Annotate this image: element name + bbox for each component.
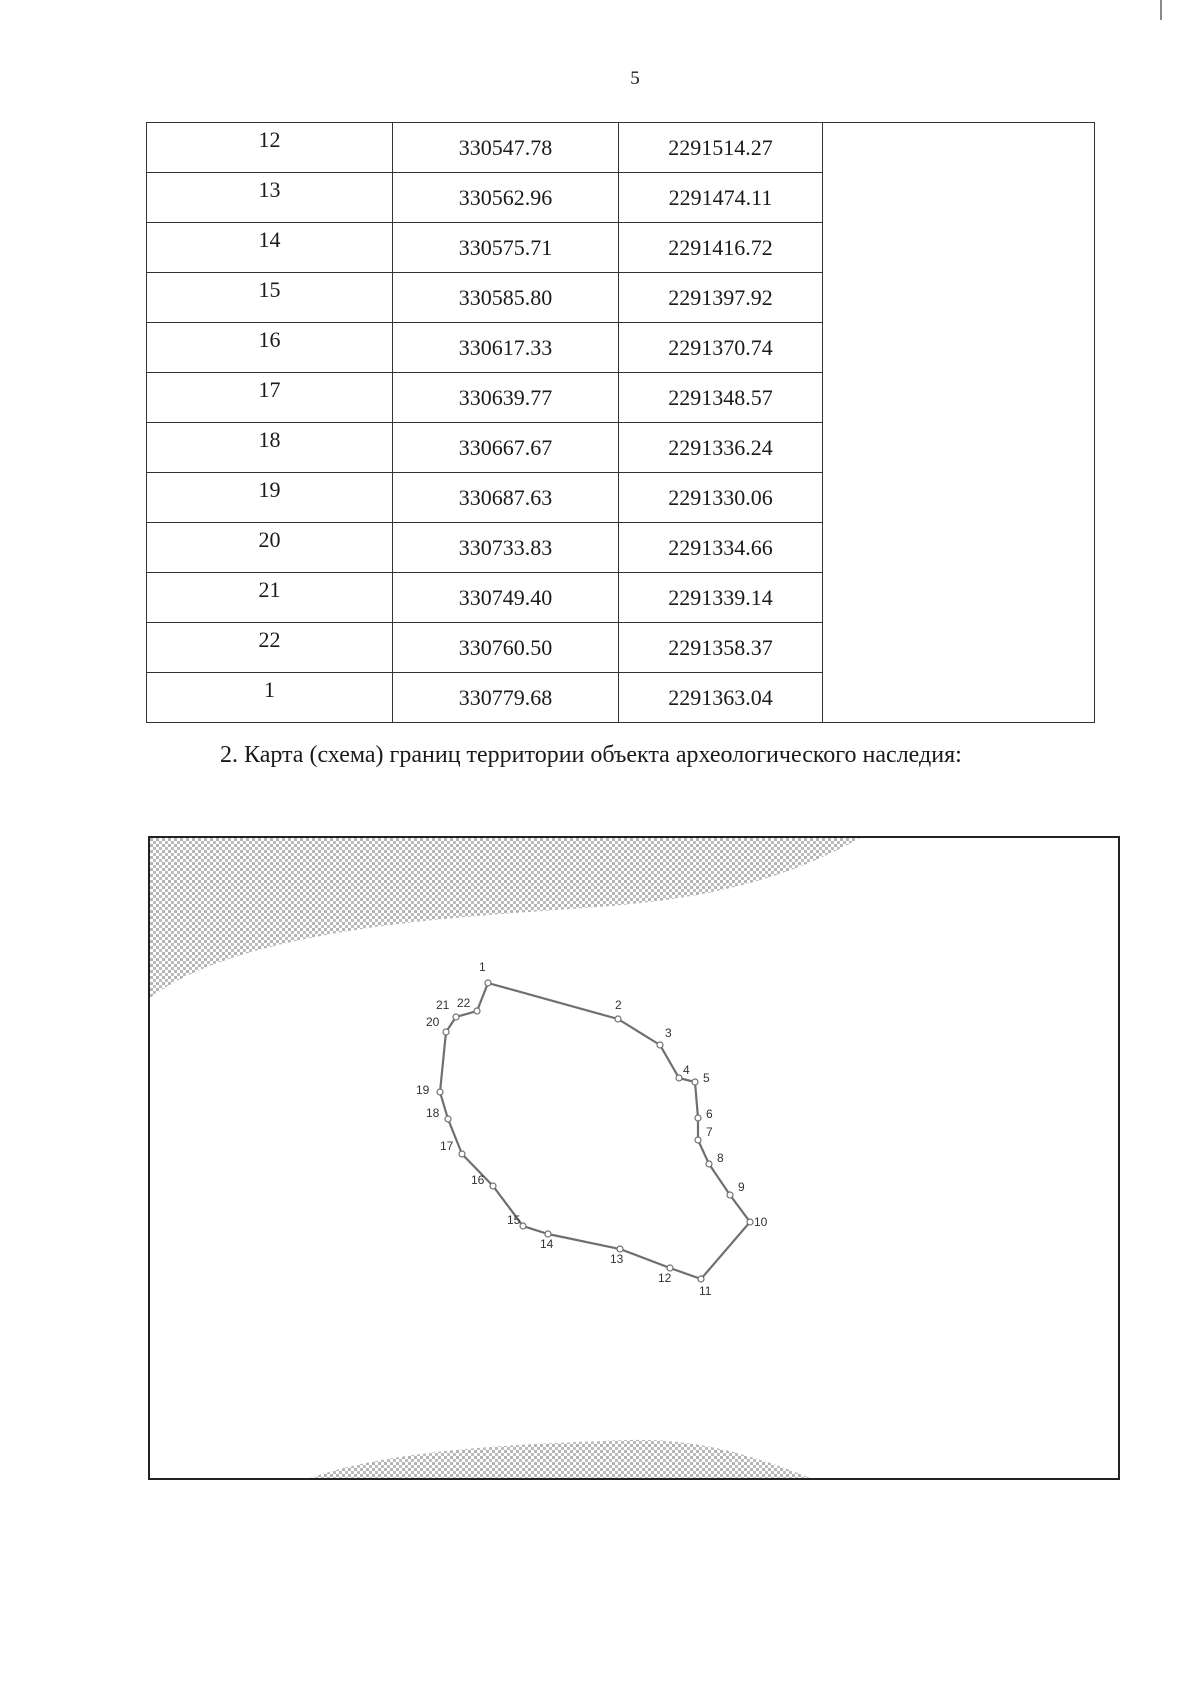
boundary-vertex	[706, 1161, 712, 1167]
vertex-label: 20	[426, 1015, 440, 1029]
vertex-label: 1	[479, 960, 486, 974]
y-coordinate-cell: 2291397.92	[619, 273, 823, 323]
vertex-label: 7	[706, 1125, 713, 1139]
y-coordinate-cell: 2291514.27	[619, 123, 823, 173]
coordinates-table-body	[147, 123, 1095, 723]
vertex-label: 3	[665, 1026, 672, 1040]
map-bottom-terrain-area	[310, 1440, 810, 1478]
y-coordinate-cell: 2291363.04	[619, 673, 823, 723]
y-coordinate-cell: 2291370.74	[619, 323, 823, 373]
point-cell: 14	[147, 223, 393, 273]
vertex-label: 8	[717, 1151, 724, 1165]
boundary-vertex	[459, 1151, 465, 1157]
boundary-map	[148, 836, 1120, 1480]
vertex-label: 15	[507, 1213, 521, 1227]
vertex-label: 18	[426, 1106, 440, 1120]
point-cell: 12	[147, 123, 393, 173]
point-cell: 1	[147, 673, 393, 723]
coordinates-table	[146, 122, 1095, 723]
y-coordinate-cell: 2291330.06	[619, 473, 823, 523]
vertex-label: 9	[738, 1180, 745, 1194]
x-coordinate-cell: 330779.68	[393, 673, 619, 723]
y-coordinate-cell: 2291416.72	[619, 223, 823, 273]
boundary-vertex	[695, 1115, 701, 1121]
x-coordinate-cell: 330585.80	[393, 273, 619, 323]
vertex-label: 21	[436, 998, 450, 1012]
vertex-label: 6	[706, 1107, 713, 1121]
vertex-label: 16	[471, 1173, 485, 1187]
empty-notes-cell	[823, 123, 1095, 723]
y-coordinate-cell: 2291358.37	[619, 623, 823, 673]
point-cell: 16	[147, 323, 393, 373]
boundary-vertex	[676, 1075, 682, 1081]
y-coordinate-cell: 2291474.11	[619, 173, 823, 223]
vertex-label: 12	[658, 1271, 672, 1285]
point-cell: 18	[147, 423, 393, 473]
point-cell: 21	[147, 573, 393, 623]
x-coordinate-cell: 330617.33	[393, 323, 619, 373]
boundary-vertex	[695, 1137, 701, 1143]
point-cell: 22	[147, 623, 393, 673]
boundary-vertex	[727, 1192, 733, 1198]
page-edge-mark	[1160, 0, 1162, 20]
x-coordinate-cell: 330667.67	[393, 423, 619, 473]
x-coordinate-cell: 330749.40	[393, 573, 619, 623]
point-cell: 17	[147, 373, 393, 423]
page-number: 5	[630, 68, 640, 89]
boundary-map-canvas	[150, 838, 1118, 1478]
vertex-label: 17	[440, 1139, 454, 1153]
x-coordinate-cell: 330639.77	[393, 373, 619, 423]
x-coordinate-cell: 330575.71	[393, 223, 619, 273]
x-coordinate-cell: 330760.50	[393, 623, 619, 673]
boundary-vertex	[747, 1219, 753, 1225]
y-coordinate-cell: 2291339.14	[619, 573, 823, 623]
y-coordinate-cell: 2291334.66	[619, 523, 823, 573]
x-coordinate-cell: 330733.83	[393, 523, 619, 573]
vertex-label: 4	[683, 1063, 690, 1077]
vertex-label: 19	[416, 1083, 430, 1097]
boundary-vertex	[474, 1008, 480, 1014]
map-top-terrain-area	[150, 838, 860, 998]
point-cell: 15	[147, 273, 393, 323]
y-coordinate-cell: 2291336.24	[619, 423, 823, 473]
boundary-vertex	[615, 1016, 621, 1022]
boundary-vertex	[443, 1029, 449, 1035]
vertex-label: 13	[610, 1252, 624, 1266]
section-caption: 2. Карта (схема) границ территории объекта археологического наследия:	[220, 742, 962, 768]
boundary-vertex	[657, 1042, 663, 1048]
point-cell: 13	[147, 173, 393, 223]
boundary-line	[440, 983, 750, 1279]
table-row	[147, 123, 1095, 173]
x-coordinate-cell: 330687.63	[393, 473, 619, 523]
vertex-label: 10	[754, 1215, 768, 1229]
y-coordinate-cell: 2291348.57	[619, 373, 823, 423]
point-cell: 19	[147, 473, 393, 523]
vertex-label: 11	[699, 1284, 712, 1298]
boundary-vertex	[692, 1079, 698, 1085]
boundary-vertex	[520, 1223, 526, 1229]
boundary-vertex	[698, 1276, 704, 1282]
vertex-label: 2	[615, 998, 622, 1012]
boundary-vertex	[453, 1014, 459, 1020]
x-coordinate-cell: 330547.78	[393, 123, 619, 173]
vertex-label: 22	[457, 996, 471, 1010]
boundary-layer	[416, 960, 768, 1298]
vertex-label: 14	[540, 1237, 554, 1251]
boundary-vertex	[437, 1089, 443, 1095]
boundary-vertex	[445, 1116, 451, 1122]
x-coordinate-cell: 330562.96	[393, 173, 619, 223]
point-cell: 20	[147, 523, 393, 573]
boundary-vertex	[485, 980, 491, 986]
boundary-vertex	[490, 1183, 496, 1189]
vertex-label: 5	[703, 1071, 710, 1085]
